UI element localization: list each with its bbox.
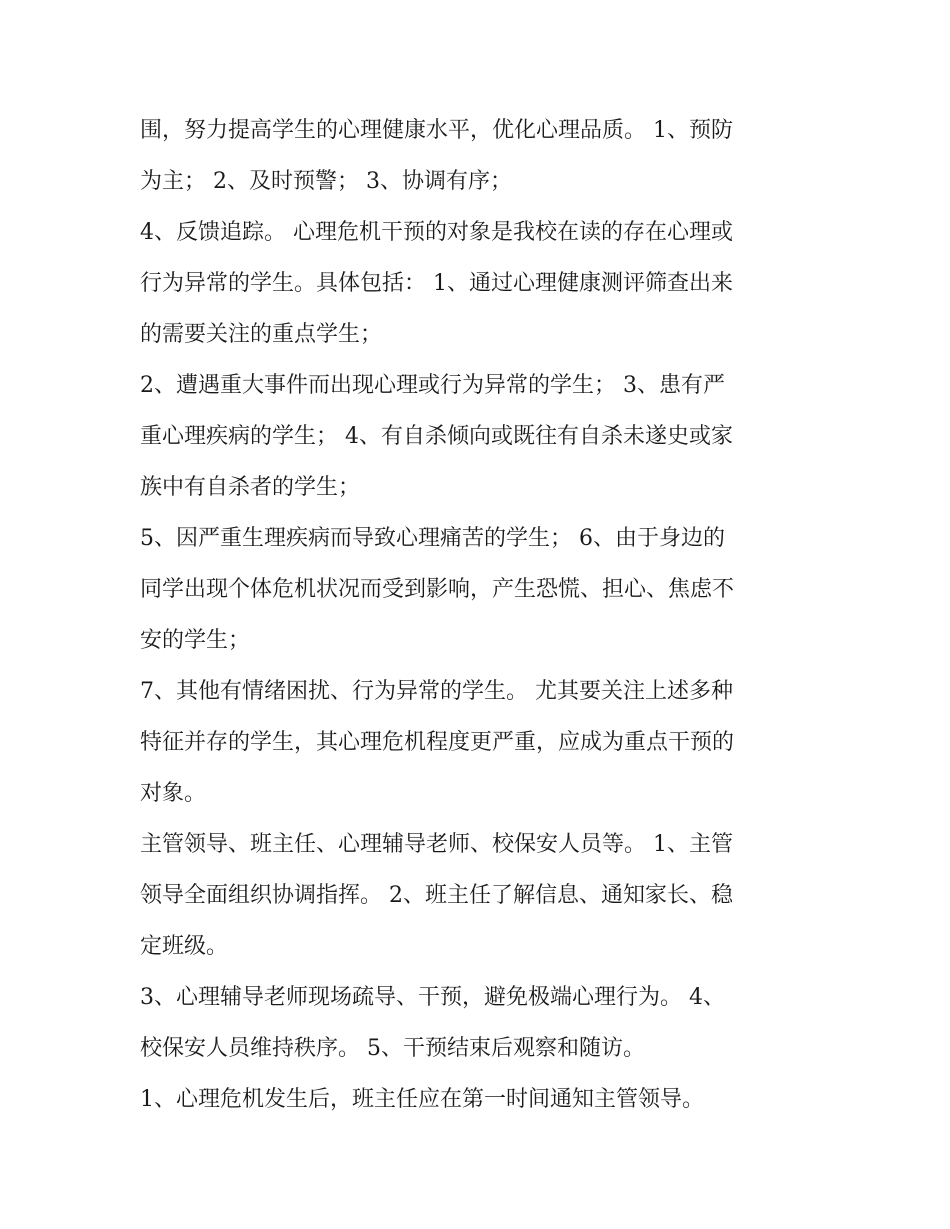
text-line: 领导全面组织协调指挥。 2、班主任了解信息、通知家长、稳 (140, 883, 733, 908)
text-line: 同学出现个体危机状况而受到影响，产生恐慌、担心、焦虑不 (140, 577, 735, 602)
text-line: 特征并存的学生，其心理危机程度更严重，应成为重点干预的 (140, 730, 735, 755)
text-line: 7、其他有情绪困扰、行为异常的学生。 尤其要关注上述多种 (140, 679, 733, 704)
document-body (140, 108, 820, 1128)
text-line: 2、遭遇重大事件而出现心理或行为异常的学生； 3、患有严 (140, 373, 725, 398)
text-line: 安的学生； (140, 628, 251, 653)
text-line: 4、反馈追踪。 心理危机干预的对象是我校在读的存在心理或 (140, 220, 733, 245)
text-line: 行为异常的学生。具体包括： 1、通过心理健康测评筛查出来 (140, 271, 733, 296)
text-line: 为主； 2、及时预警； 3、协调有序； (140, 169, 512, 194)
text-line: 主管领导、班主任、心理辅导老师、校保安人员等。 1、主管 (140, 832, 733, 857)
text-line: 围，努力提高学生的心理健康水平，优化心理品质。 1、预防 (140, 118, 733, 143)
text-line: 对象。 (140, 781, 207, 806)
text-line: 重心理疾病的学生； 4、有自杀倾向或既往有自杀未遂史或家 (140, 424, 733, 449)
text-line: 定班级。 (140, 934, 229, 959)
text-line: 5、因严重生理疾病而导致心理痛苦的学生； 6、由于身边的 (140, 526, 725, 551)
text-line: 1、心理危机发生后，班主任应在第一时间通知主管领导。 (140, 1087, 704, 1112)
text-line: 的需要关注的重点学生； (140, 322, 383, 347)
text-line: 3、心理辅导老师现场疏导、干预，避免极端心理行为。 4、 (140, 985, 725, 1010)
text-line: 族中有自杀者的学生； (140, 475, 361, 500)
text-line: 校保安人员维持秩序。 5、干预结束后观察和随访。 (140, 1036, 645, 1061)
